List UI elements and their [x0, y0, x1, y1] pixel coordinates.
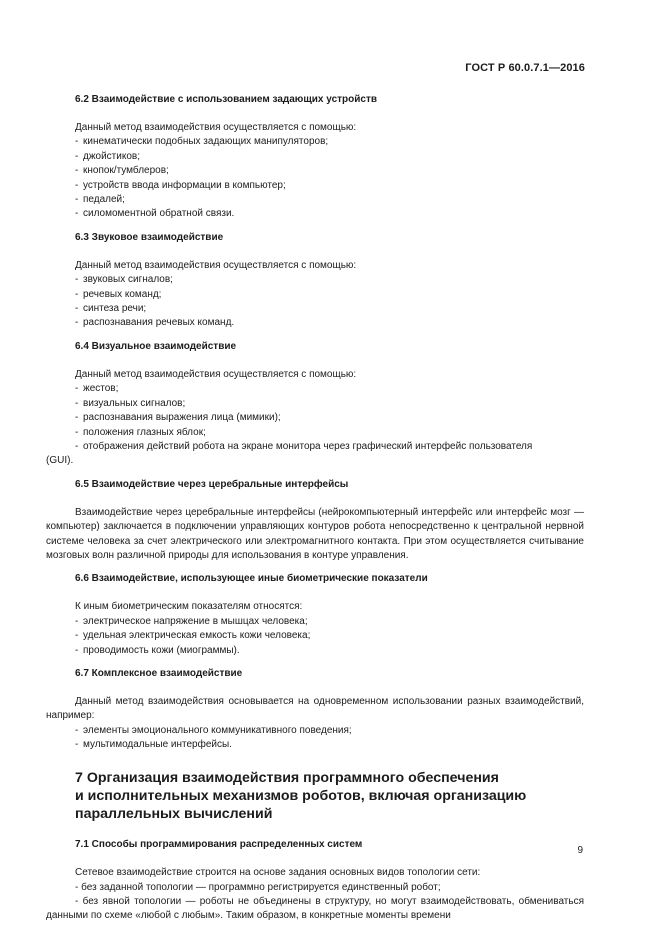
list-item: - синтеза речи; [46, 302, 584, 316]
bullet-list [46, 382, 584, 454]
list-item: - без заданной топологии — программно регистрируется единственный робот; [75, 881, 441, 893]
list-item: - кинематически подобных задающих манипуляторов; [46, 135, 584, 149]
list-item: - распознавания речевых команд. [46, 316, 584, 330]
section-intro: Данный метод взаимодействия основывается на одновременном использовании разных взаимодействий, например: [46, 695, 584, 722]
section-intro: Данный метод взаимодействия осуществляется с помощью: [75, 122, 357, 133]
list-item: - удельная электрическая емкость кожи человека; [46, 629, 584, 643]
list-item: - устройств ввода информации в компьютер; [46, 179, 584, 193]
bullet-list [46, 135, 584, 221]
list-item: - кнопок/тумблеров; [46, 164, 584, 178]
list-item: - визуальных сигналов; [46, 397, 584, 411]
section-title: 6.7 Комплексное взаимодействие [75, 667, 243, 679]
list-item: - речевых команд; [46, 288, 584, 302]
section-title: 7.1 Способы программирования распределенных систем [75, 839, 363, 851]
section-intro: К иным биометрическим показателям относятся: [75, 601, 303, 613]
list-item: - звуковых сигналов; [46, 273, 584, 287]
list-item: - силомоментной обратной связи. [46, 207, 584, 221]
bullet-list [46, 615, 584, 658]
section-6-6 [46, 572, 584, 658]
section-title: 6.5 Взаимодействие через церебральные интерфейсы [75, 478, 349, 490]
section-6-5 [46, 478, 584, 564]
section-title: 6.3 Звуковое взаимодействие [75, 231, 224, 243]
list-item: - проводимость кожи (миограммы). [46, 644, 584, 658]
list-item: - мультимодальные интерфейсы. [46, 738, 584, 752]
list-item: - джойстиков; [46, 150, 584, 164]
document-body [46, 93, 584, 924]
list-item: - распознавания выражения лица (мимики); [46, 411, 584, 425]
section-6-4 [46, 340, 584, 469]
section-title: 6.4 Визуальное взаимодействие [75, 340, 237, 352]
list-item: - положения глазных яблок; [46, 426, 584, 440]
list-item: - без явной топологии — роботы не объединены в структуру, но могут взаимодействовать, обмениваться данными по схеме «любой с любым». Таким образом, в конкретные моменты времени [46, 896, 584, 922]
list-item: - элементы эмоционального коммуникативного поведения; [46, 724, 584, 738]
section-title: 6.2 Взаимодействие с использованием задающих устройств [75, 94, 378, 105]
bullet-list [46, 724, 584, 753]
list-item: - отображения действий робота на экране монитора через графический интерфейс пользователя [46, 440, 584, 454]
page-number: 9 [577, 845, 583, 856]
section-text: Взаимодействие через церебральные интерфейсы (нейрокомпьютерный интерфейс или интерфейс мозг — компьютер) заключается в подключении управляющих контуров робота непосредственно к центральной нервной системе человека за счет электрического или электромагнитного контакта. При этом осуществляется считывание мозговых волн различной природы для использования в контуре управления. [46, 506, 584, 561]
section-7-1 [46, 838, 584, 924]
list-item: - педалей; [46, 193, 584, 207]
section-intro: Данный метод взаимодействия осуществляется с помощью: [75, 368, 357, 380]
section-title: 6.6 Взаимодействие, использующее иные биометрические показатели [75, 573, 428, 585]
bullet-list [46, 273, 584, 331]
section-6-2 [46, 93, 584, 222]
section-6-3 [46, 231, 584, 331]
document-code-header: ГОСТ Р 60.0.7.1—2016 [465, 62, 585, 74]
section-intro: Сетевое взаимодействие строится на основе задания основных видов топологии сети: [75, 867, 481, 879]
list-item-continuation: (GUI). [46, 455, 74, 467]
section-intro: Данный метод взаимодействия осуществляется с помощью: [75, 259, 357, 271]
section-6-7 [46, 667, 584, 753]
list-item: - жестов; [46, 382, 584, 396]
chapter-7-title: 7 Организация взаимодействия программного обеспечения и исполнительных механизмов роботов, включая организацию параллельных вычислений [75, 769, 527, 822]
list-item: - электрическое напряжение в мышцах человека; [46, 615, 584, 629]
